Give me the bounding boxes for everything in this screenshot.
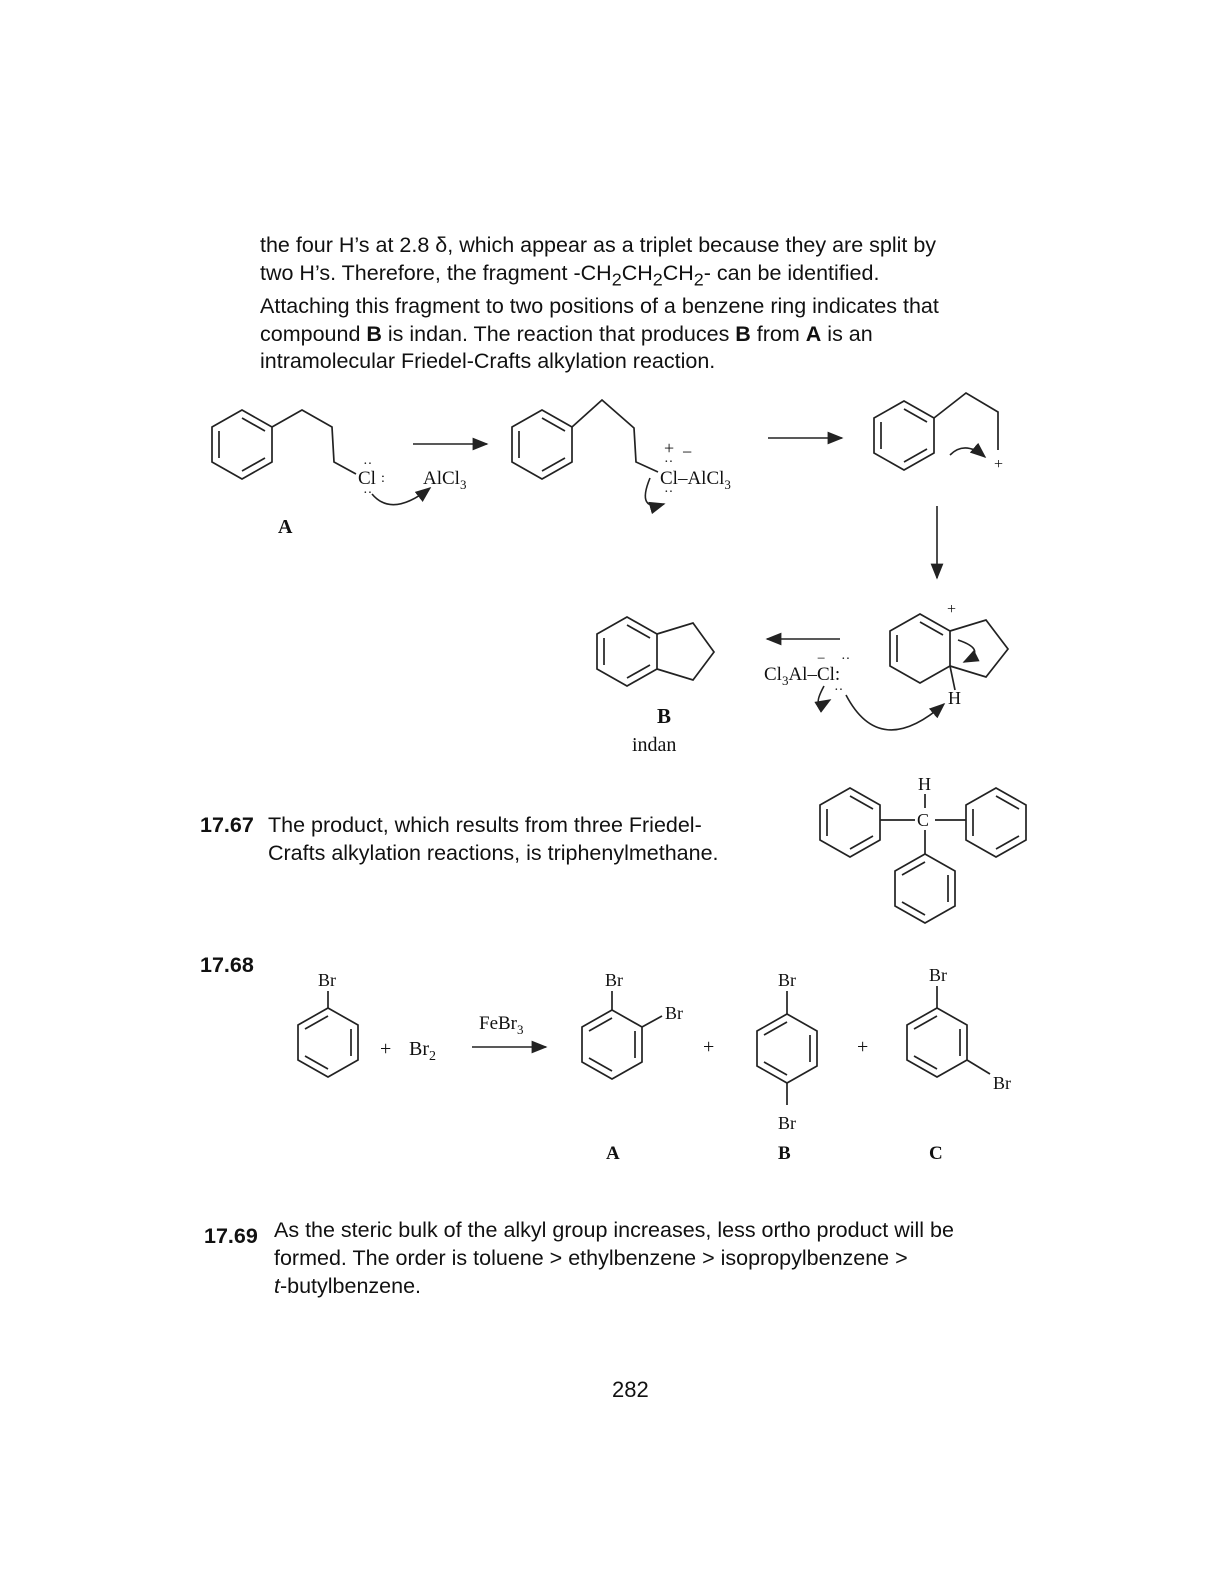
- intro-line-2: two H’s. Therefore, the fragment $-CH_2CH_2CH_2-$ can be identified.: [260, 260, 880, 289]
- svg-text:H: H: [948, 688, 961, 708]
- indan-name: indan: [632, 734, 677, 756]
- alcl3-label: AlCl$_3$: [423, 468, 467, 492]
- febr3-catalyst: FeBr$_3$: [479, 1013, 524, 1037]
- svg-text:Cl–AlCl3: Cl–AlCl$_3$: [660, 468, 731, 492]
- page-number: 282: [612, 1377, 649, 1402]
- svg-text:··: ··: [834, 683, 844, 698]
- q67-text: The product, which results from three Friedel- Crafts alkylation reactions, is triphenylmethane.: [268, 813, 719, 865]
- svg-text:+: +: [664, 438, 675, 458]
- svg-text:··: ··: [363, 486, 373, 501]
- chlorine-label: Cl: [358, 468, 376, 489]
- meta-dibromobenzene-structure: [907, 965, 1011, 1164]
- svg-text:C: C: [929, 1143, 943, 1164]
- compound-a-structure: [212, 410, 466, 538]
- svg-text:−: −: [817, 651, 826, 667]
- svg-text:··: ··: [664, 455, 674, 470]
- q69-number: 17.69: [204, 1224, 258, 1248]
- triphenylmethane-structure: [820, 774, 1026, 923]
- para-dibromobenzene-structure: [757, 970, 817, 1164]
- indan-structure: [597, 617, 714, 756]
- svg-text:Br: Br: [929, 965, 947, 985]
- intro-line-1: the four H’s at 2.8 δ, which appear as a triplet because they are split by: [260, 233, 937, 257]
- compound-b-label: B: [657, 704, 672, 728]
- svg-text:Br: Br: [605, 970, 623, 990]
- svg-text:Br: Br: [318, 970, 336, 990]
- svg-text:B: B: [778, 1143, 791, 1164]
- bromobenzene-structure: [298, 970, 358, 1077]
- svg-text::: :: [381, 471, 385, 486]
- compound-a-label: A: [278, 516, 293, 538]
- carbocation-complex-structure: [512, 400, 731, 506]
- primary-carbocation-structure: [874, 393, 1003, 473]
- svg-text:+: +: [380, 1038, 392, 1060]
- svg-text:··: ··: [363, 457, 373, 472]
- intro-line-3: Attaching this fragment to two positions of a benzene ring indicates that: [260, 294, 939, 319]
- arenium-intermediate-structure: [890, 601, 1008, 708]
- q68-number: 17.68: [200, 953, 254, 977]
- svg-text:Br: Br: [993, 1073, 1011, 1093]
- intro-line-5: intramolecular Friedel-Crafts alkylation reaction.: [260, 349, 716, 374]
- q67-number: 17.67: [200, 813, 254, 837]
- svg-text:−: −: [682, 442, 693, 462]
- svg-text:H: H: [918, 774, 931, 794]
- q69-text: As the steric bulk of the alkyl group increases, less ortho product will be formed. The order is toluene > ethylbenzene > isopropylbenzene > t-butylbenzene.: [274, 1218, 954, 1298]
- svg-text:Br: Br: [778, 970, 796, 990]
- intro-line-4: compound B is indan. The reaction that produces B from A is an: [260, 321, 873, 346]
- ortho-dibromobenzene-structure: [582, 970, 683, 1164]
- svg-text:Cl3Al–Cl:: $Cl_3Al-Cl$:: [764, 664, 841, 688]
- svg-text:+: +: [947, 601, 957, 618]
- svg-text:C: C: [917, 810, 930, 830]
- svg-text:A: A: [606, 1143, 620, 1164]
- svg-text:+: +: [857, 1036, 869, 1058]
- tetrachloroaluminate-label: [764, 651, 944, 730]
- bromine-reagent: $Br_2$: [409, 1038, 436, 1064]
- svg-text:··: ··: [664, 485, 674, 500]
- svg-text:+: +: [994, 456, 1004, 473]
- svg-text:Br: Br: [665, 1003, 683, 1023]
- svg-text:+: +: [703, 1036, 715, 1058]
- svg-text:··: ··: [841, 652, 851, 667]
- svg-text:Br: Br: [778, 1113, 796, 1133]
